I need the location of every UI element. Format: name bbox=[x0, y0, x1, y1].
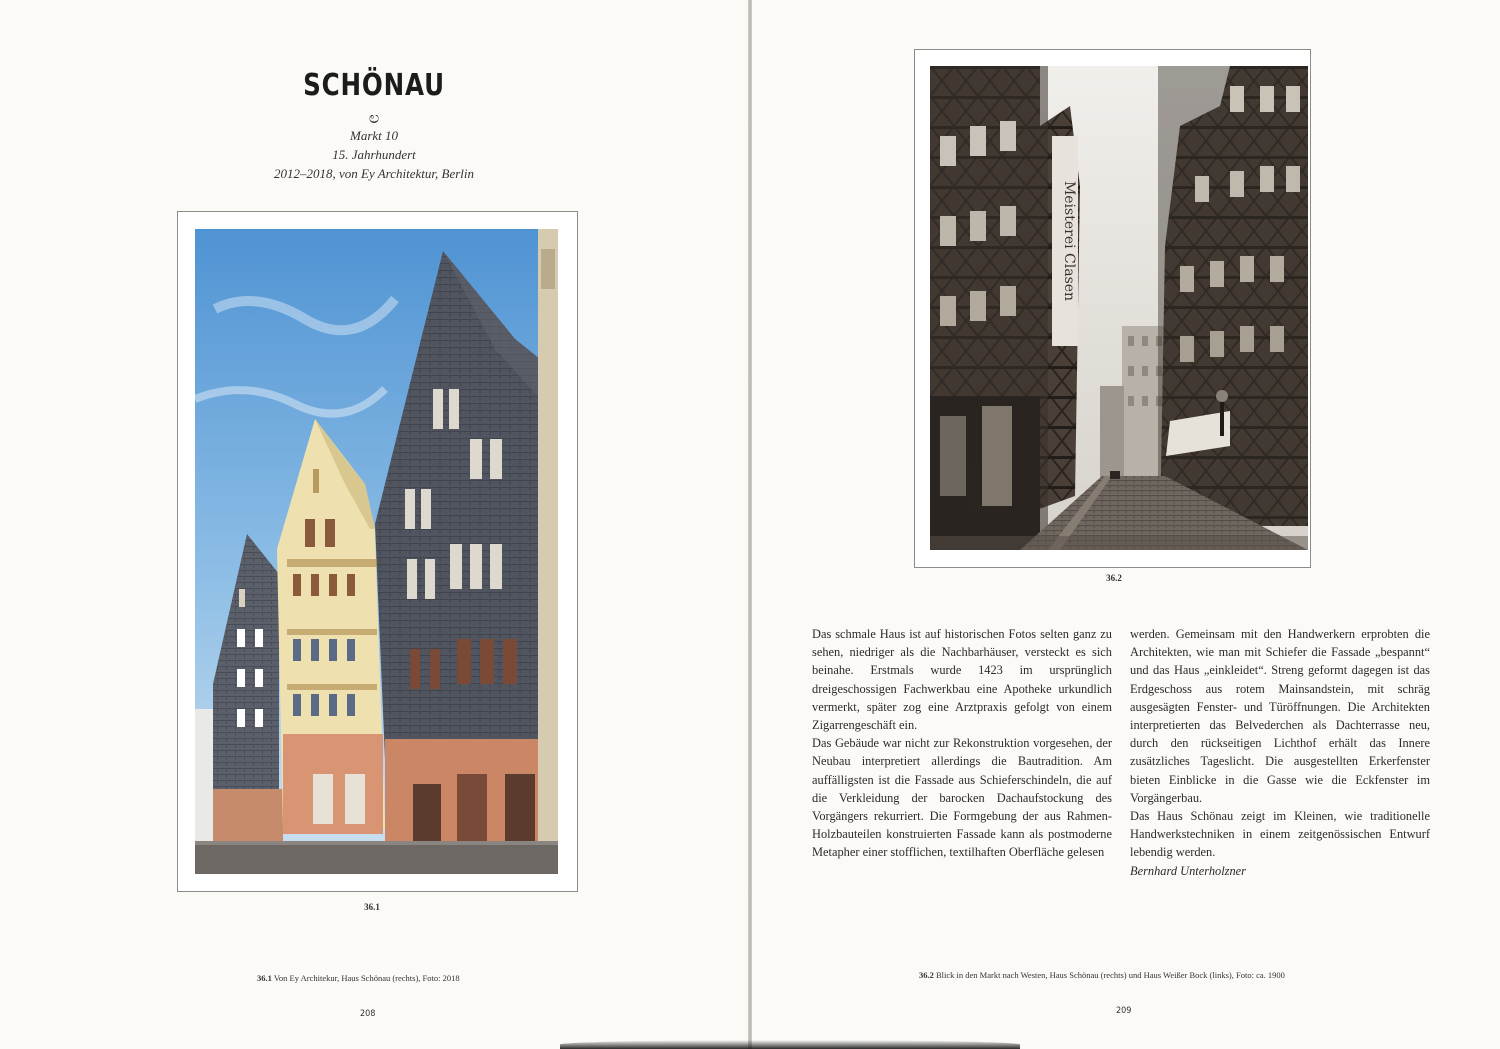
text-column-right bbox=[1130, 625, 1430, 880]
page-title: SCHÖNAU bbox=[303, 68, 445, 103]
paragraph-4: Das Haus Schönau zeigt im Kleinen, wie traditionelle Handwerkstechniken in einem zeitgenössischen Entwurf lebendig werden. bbox=[1130, 809, 1430, 860]
ornament-icon: ಲ bbox=[368, 110, 380, 127]
paragraph-1: Das schmale Haus ist auf historischen Fotos selten ganz zu sehen, niedriger als die Nachbarhäuser, versteckt es sich beinahe. Erstmals wurde 1423 im ursprünglich dreigeschossigen Fachwerkbau eine Apotheke urkundlich vermerkt, später zog eine Arztpraxis gefolgt von einem Zigarrengeschäft ein. bbox=[812, 627, 1112, 733]
caption-text: Blick in den Markt nach Westen, Haus Schönau (rechts) und Haus Weißer Bock (links), Foto: ca. 1900 bbox=[936, 970, 1285, 980]
photo-modern-facade bbox=[195, 229, 558, 874]
left-page bbox=[0, 0, 748, 1049]
caption-text: Von Ey Architekur, Haus Schönau (rechts), Foto: 2018 bbox=[273, 973, 460, 983]
figure-number-36-1: 36.1 bbox=[364, 902, 380, 912]
author-name: Bernhard Unterholzner bbox=[1130, 863, 1246, 878]
figure-number-36-2: 36.2 bbox=[1106, 573, 1122, 583]
location-line: Markt 10 bbox=[349, 128, 399, 143]
caption-label: 36.2 bbox=[919, 970, 934, 980]
modern-facade-illustration bbox=[195, 229, 558, 874]
paragraph-3: werden. Gemeinsam mit den Handwerkern erprobten die Architekten, wie man mit Schiefer die Fassade „bespannt“ und das Haus „einkleidet“. Streng geformt dagegen ist das Erdgeschoss aus rotem Mainsandstein, mit schräg ausgesägten Fenster- und Türöffnungen. Die Architekten interpretierten das Belvederchen als Dachterrasse neu, durch den rückseitigen Lichthof erhält das Innere zusätzliches Tageslicht. Die ausgestellten Erkerfenster bieten Einblicke in die Gasse wie die Eckfenster im Vorgängerbau. bbox=[1130, 627, 1430, 805]
shop-sign-text: Meisterei Clasen bbox=[1061, 180, 1077, 302]
paragraph-2: Das Gebäude war nicht zur Rekonstruktion vorgesehen, der Neubau interpretiert allerdings die Bautradition. Am auffälligsten ist die Fassade aus Schieferschindeln, die auf die Verkleidung der barocken Dachaufstockung des Vorgängers rekurriert. Die Formgebung der aus Rahmen-Holzbauteilen konstruierten Fassade kann als postmoderne Metapher einer stofflichen, textilhaften Oberfläche gelesen bbox=[812, 736, 1112, 860]
spine-shadow bbox=[560, 1040, 1020, 1049]
right-page bbox=[752, 0, 1500, 1049]
caption-36-1 bbox=[257, 973, 460, 983]
page-number-right: 209 bbox=[1116, 1006, 1132, 1016]
reconstruction-line: 2012–2018, von Ey Architektur, Berlin bbox=[273, 166, 475, 181]
caption-36-2 bbox=[919, 970, 1285, 980]
text-column-left bbox=[812, 625, 1112, 862]
photo-historic-street bbox=[930, 66, 1308, 550]
century-line: 15. Jahrhundert bbox=[332, 147, 416, 162]
caption-label: 36.1 bbox=[257, 973, 272, 983]
historic-street-illustration bbox=[930, 66, 1308, 550]
page-number-left: 208 bbox=[360, 1009, 376, 1019]
